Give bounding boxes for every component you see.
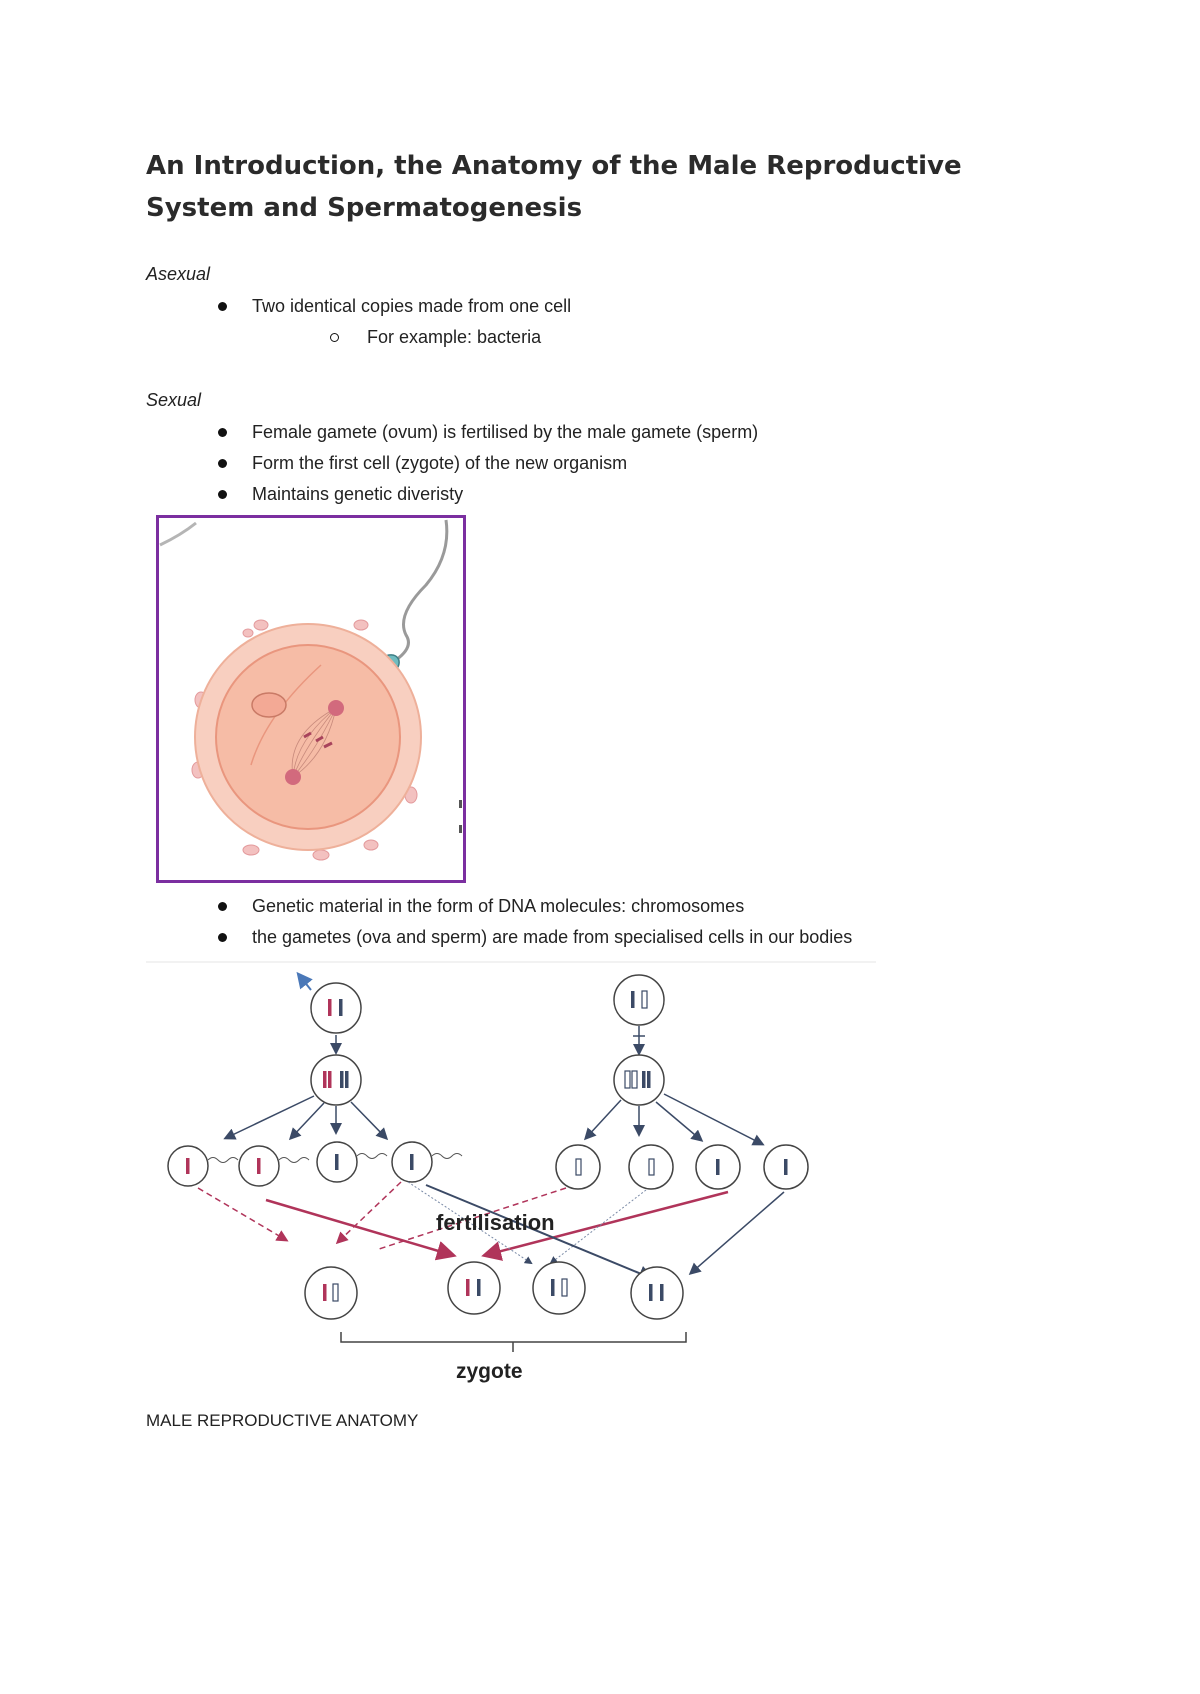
asexual-sub-bullet-1 <box>330 327 541 348</box>
bullet-text: Female gamete (ovum) is fertilised by the male gamete (sperm) <box>252 422 759 442</box>
sub-bullet-ring-icon <box>330 333 339 342</box>
zygote-4 <box>631 1267 683 1319</box>
female-parent-cell <box>311 983 361 1033</box>
division-arrows-right <box>586 1094 762 1144</box>
bullet-dot-icon <box>218 933 227 942</box>
spindle-pole <box>285 769 301 785</box>
bullet-dot-icon <box>218 459 227 468</box>
male-replicated-cell <box>614 1055 664 1105</box>
fertilisation-cell-illustration <box>156 515 466 883</box>
zygote-1 <box>305 1267 357 1319</box>
male-gamete-1 <box>556 1145 600 1189</box>
bullet-text: Form the first cell (zygote) of the new organism <box>252 453 628 473</box>
male-gamete-4 <box>764 1145 808 1189</box>
male-anatomy-heading: MALE REPRODUCTIVE ANATOMY <box>146 1411 419 1430</box>
spindle-pole <box>328 700 344 716</box>
sexual-bullet-3 <box>218 484 463 505</box>
bullet-text: Maintains genetic diveristy <box>252 484 464 504</box>
female-replicated-cell <box>311 1055 361 1105</box>
female-gamete-4 <box>392 1142 432 1182</box>
bullet-dot-icon <box>218 302 227 311</box>
female-gamete-3 <box>317 1142 357 1182</box>
asexual-heading: Asexual <box>146 264 211 284</box>
male-gamete-3 <box>696 1145 740 1189</box>
sub-bullet-text: For example: bacteria <box>367 327 542 347</box>
male-parent-cell <box>614 975 664 1025</box>
sexual-heading: Sexual <box>146 390 202 410</box>
asexual-bullet-1 <box>218 296 571 317</box>
bullet-dot-icon <box>218 490 227 499</box>
bullet-text: Genetic material in the form of DNA molecules: chromosomes <box>252 896 745 916</box>
fertilisation-label: fertilisation <box>436 1210 555 1235</box>
genetics-bullet-1 <box>218 896 744 917</box>
bullet-dot-icon <box>218 902 227 911</box>
zygote-2 <box>448 1262 500 1314</box>
zygote-3 <box>533 1262 585 1314</box>
zygote-label: zygote <box>456 1360 523 1383</box>
sexual-bullet-1 <box>218 422 758 443</box>
bullet-text: the gametes (ova and sperm) are made from specialised cells in our bodies <box>252 927 853 947</box>
fertilisation-diagram <box>146 960 886 1400</box>
page-title: An Introduction, the Anatomy of the Male Reproductive System and Spermatogenesis <box>146 151 962 223</box>
female-gamete-2 <box>239 1146 279 1186</box>
division-arrows-left <box>226 1096 386 1138</box>
edge-mark <box>459 800 462 808</box>
arrow-out <box>299 975 311 990</box>
zygote-bracket <box>341 1332 686 1352</box>
bullet-text: Two identical copies made from one cell <box>252 296 572 316</box>
female-gamete-1 <box>168 1146 208 1186</box>
male-gamete-2 <box>629 1145 673 1189</box>
sexual-bullet-2 <box>218 453 627 474</box>
genetics-bullet-2 <box>218 927 852 948</box>
bullet-dot-icon <box>218 428 227 437</box>
edge-mark <box>459 825 462 833</box>
nucleus <box>252 693 286 717</box>
